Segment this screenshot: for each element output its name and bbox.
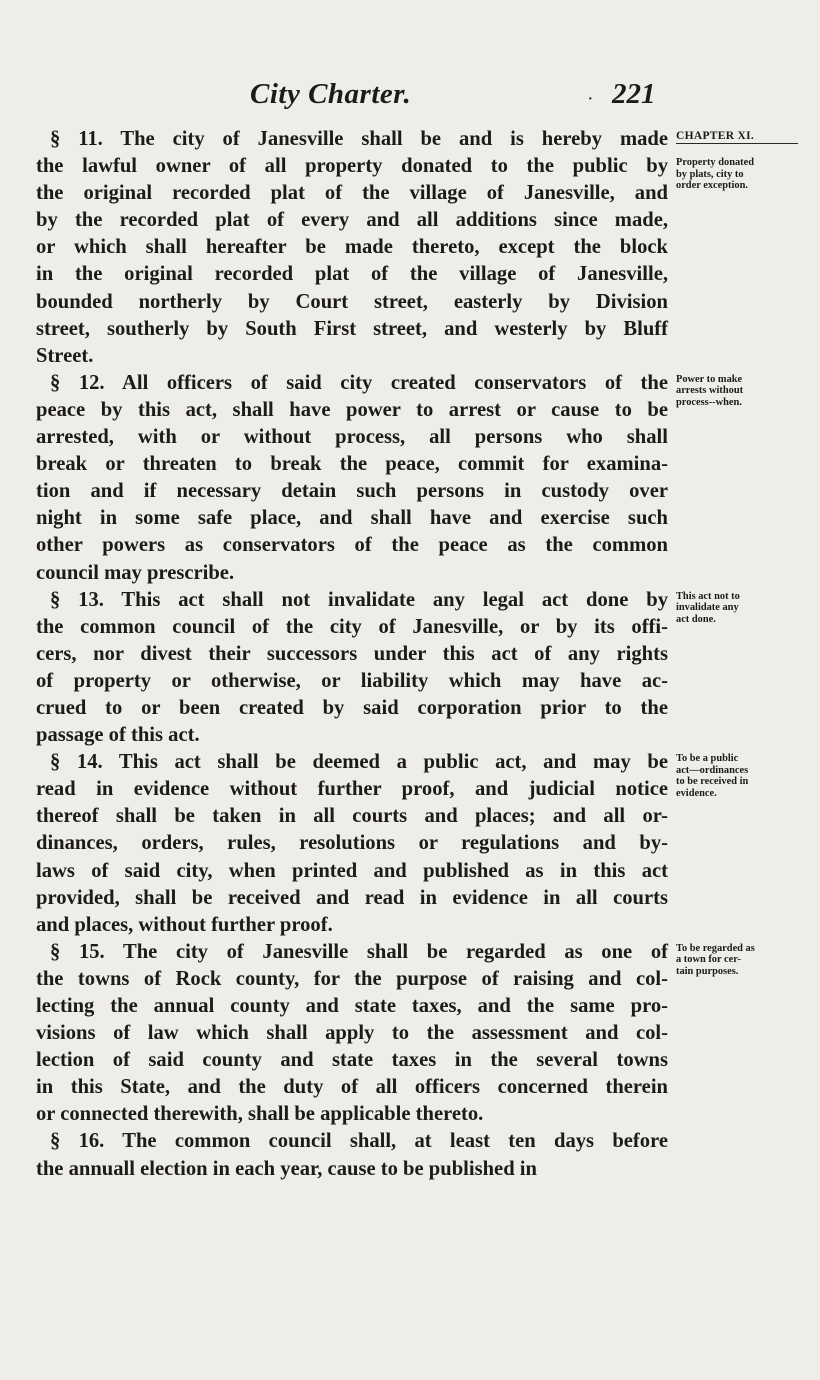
text-line: break or threaten to break the peace, commit for examina- (36, 453, 668, 476)
text-line: § 15. The city of Janesville shall be regarded as one of (50, 940, 668, 963)
text-line: read in evidence without further proof, and judicial notice (36, 778, 668, 801)
text-line: thereof shall be taken in all courts and places; and all or- (36, 805, 668, 828)
text-line: the annuall election in each year, cause to be published in (36, 1157, 537, 1180)
text-line: laws of said city, when printed and published as in this act (36, 859, 668, 882)
text-line: street, southerly by South First street, and westerly by Bluff (36, 317, 668, 340)
page-number: 221 (612, 78, 656, 110)
section-s13 (36, 587, 668, 750)
text-line: other powers as conservators of the peace as the common (36, 534, 668, 557)
margin-note-s13 (676, 591, 814, 625)
body-text (36, 126, 668, 1183)
text-line: in this State, and the duty of all officers concerned therein (36, 1076, 668, 1099)
text-line: § 11. The city of Janesville shall be and is hereby made (50, 128, 668, 150)
text-line: § 16. The common council shall, at least ten days before (50, 1130, 668, 1153)
page-title: City Charter. (250, 78, 412, 110)
text-line: lection of said county and state taxes in the several towns (36, 1049, 668, 1072)
text-line: arrested, with or without process, all persons who shall (36, 426, 668, 449)
margin-note-line: Power to make (676, 373, 743, 385)
margin-note-line: order exception. (676, 179, 748, 191)
text-line: of property or otherwise, or liability which may have ac- (36, 669, 668, 692)
margin-note-line: tain purposes. (676, 965, 739, 977)
margin-note-s12 (676, 374, 814, 408)
text-line: § 13. This act shall not invalidate any legal act done by (50, 588, 668, 611)
text-line: § 14. This act shall be deemed a public act, and may be (50, 751, 668, 774)
text-line: in the original recorded plat of the village of Janesville, (36, 263, 668, 286)
running-header: City Charter. · 221 (250, 78, 656, 110)
margin-note-line: a town for cer- (676, 954, 741, 966)
margin-note-s11 (676, 157, 814, 191)
text-line: visions of law which shall apply to the assessment and col- (36, 1022, 668, 1045)
text-line: the common council of the city of Janesville, or by its offi- (36, 615, 668, 638)
margin-note-line: Property donated (676, 157, 755, 169)
section-s12 (36, 370, 668, 587)
text-line: night in some safe place, and shall have and exercise such (36, 507, 668, 530)
margin-note-line: by plats, city to (676, 168, 744, 180)
margin-note-line: To be regarded as (676, 943, 755, 954)
text-line: and places, without further proof. (36, 913, 333, 936)
text-line: or which shall hereafter be made thereto, except the block (36, 236, 668, 259)
margin-chapter (676, 131, 814, 144)
text-line: tion and if necessary detain such persons in custody over (36, 480, 668, 503)
chapter-label: CHAPTER XI. (676, 131, 798, 144)
text-line: or connected therewith, shall be applicable thereto. (36, 1103, 484, 1126)
text-line: by the recorded plat of every and all additions since made, (36, 209, 668, 232)
section-s11 (36, 126, 668, 370)
text-line: cers, nor divest their successors under this act of any rights (36, 642, 668, 665)
section-s16 (36, 1128, 668, 1182)
text-line: passage of this act. (36, 724, 200, 747)
margin-note-line: act—ordinances (676, 764, 749, 776)
text-line: § 12. All officers of said city created conservators of the (50, 371, 668, 394)
text-line: bounded northerly by Court street, easterly by Division (36, 290, 668, 313)
text-line: lecting the annual county and state taxes, and the same pro- (36, 995, 668, 1017)
section-s14 (36, 749, 668, 939)
text-line: dinances, orders, rules, resolutions or regulations and by- (36, 832, 668, 855)
margin-note-line: invalidate any (676, 602, 739, 614)
margin-note-line: To be a public (676, 753, 739, 765)
text-line: the towns of Rock county, for the purpose of raising and col- (36, 967, 668, 990)
margin-note-line: act done. (676, 613, 716, 625)
margin-note-line: process--when. (676, 396, 742, 408)
text-line: Street. (36, 344, 94, 367)
text-line: the lawful owner of all property donated to the public by (36, 155, 668, 178)
text-line: peace by this act, shall have power to arrest or cause to be (36, 398, 668, 421)
section-s15 (36, 939, 668, 1129)
text-line: council may prescribe. (36, 561, 235, 584)
margin-note-s14 (676, 753, 814, 799)
text-line: the original recorded plat of the village of Janesville, and (36, 182, 668, 205)
margin-note-line: This act not to (676, 590, 740, 602)
text-line: provided, shall be received and read in evidence in all courts (36, 886, 668, 909)
margin-note-line: arrests without (676, 385, 744, 397)
text-line: crued to or been created by said corporation prior to the (36, 696, 668, 719)
margin-note-line: evidence. (676, 787, 717, 799)
margin-note-line: to be received in (676, 776, 749, 788)
margin-note-s15 (676, 943, 814, 977)
